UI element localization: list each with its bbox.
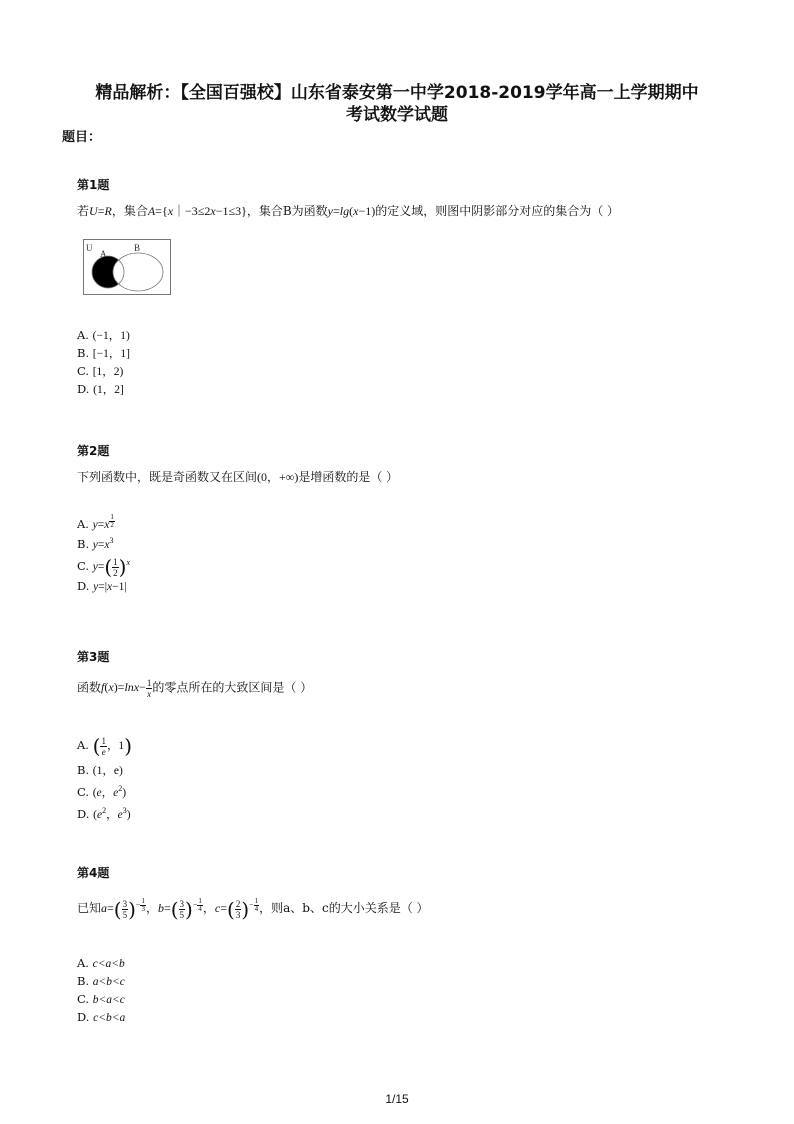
option-math: ($e^2$，$e^3$) <box>93 805 131 821</box>
venn-diagram <box>83 239 171 299</box>
option-b[interactable] <box>77 762 132 780</box>
question-3-label: 第3题 <box>77 650 110 664</box>
option-math: [1，2) <box>92 366 124 378</box>
math-u-eq-r: U <box>89 204 98 218</box>
option-letter: A. <box>77 738 89 753</box>
math-r: R <box>104 204 112 218</box>
option-letter: B. <box>77 974 90 988</box>
option-letter: A. <box>77 328 89 342</box>
option-c[interactable] <box>77 363 130 381</box>
option-c[interactable] <box>77 554 130 578</box>
option-math: (e，$e^2$) <box>92 784 127 799</box>
question-2-label: 第2题 <box>77 444 110 458</box>
stem-text: ，则a、b、c的大小关系是（ ） <box>259 901 429 915</box>
math-b-def: b=( $\frac{3}{5}$ )$^{- \frac{1}{4}}$ <box>157 896 202 922</box>
option-b[interactable] <box>77 345 130 363</box>
section-label: 题目： <box>62 130 102 145</box>
question-4-label: 第4题 <box>77 866 110 880</box>
option-d[interactable] <box>77 802 132 824</box>
stem-text: 的定义域，则图中阴影部分对应的集合为（ ） <box>375 204 620 218</box>
math-a-def: a=( $\frac{3}{5}$ )$^{- \frac{1}{3}}$ <box>101 896 145 922</box>
option-a[interactable] <box>77 512 130 532</box>
math-set-a: A <box>147 204 156 218</box>
option-math: [−1，1] <box>92 348 130 360</box>
option-math: $y=x^3$ <box>92 536 114 551</box>
math-c-def: c=( $\frac{2}{3}$ )$^{- \frac{1}{4}}$ <box>214 896 259 922</box>
option-d[interactable] <box>77 381 130 399</box>
option-letter: B. <box>77 536 90 551</box>
option-letter: C. <box>77 364 90 378</box>
option-math: (1，2] <box>93 384 124 396</box>
option-letter: B. <box>77 763 90 777</box>
stem-text: ，集合B为函数 <box>246 204 328 218</box>
option-math: c<a<b <box>92 958 125 970</box>
option-b[interactable] <box>77 973 125 991</box>
option-math: b<a<c <box>92 994 125 1006</box>
stem-text: 已知 <box>77 901 102 915</box>
option-a[interactable] <box>77 736 132 762</box>
option-math: y=|x−1| <box>93 580 127 593</box>
option-c[interactable] <box>77 991 125 1009</box>
stem-text: ，集合 <box>111 204 148 218</box>
option-letter: D. <box>77 806 90 821</box>
option-math: y=( $\frac{1}{2}$ )$^x$ <box>92 554 130 579</box>
math-set-a-def: ={x｜−3≤2x−1≤3} <box>155 204 247 218</box>
option-letter: D. <box>77 578 90 593</box>
stem-text: 函数 <box>77 680 102 695</box>
venn-svg <box>83 239 171 295</box>
option-math: (1，e) <box>92 765 123 777</box>
stem-text: 下列函数中，既是奇函数又在区间 <box>77 470 258 484</box>
option-d[interactable] <box>77 578 130 596</box>
question-1-label: 第1题 <box>77 178 110 192</box>
math-interval: (0，+∞) <box>257 470 299 484</box>
question-1-stem <box>77 203 619 219</box>
question-2-stem <box>77 469 398 485</box>
math-lg-func: y=lg(x−1) <box>327 204 376 218</box>
venn-label-u: U <box>86 243 93 253</box>
option-letter: B. <box>77 346 90 360</box>
option-c[interactable] <box>77 780 132 802</box>
math-op: = <box>97 204 105 218</box>
option-b[interactable] <box>77 532 130 554</box>
page-title <box>40 82 754 126</box>
option-math: a<b<c <box>92 976 125 988</box>
venn-label-b: B <box>134 243 141 253</box>
stem-text: 是增函数的是（ ） <box>298 470 399 484</box>
question-1-options <box>77 327 130 399</box>
page-number: 1/15 <box>385 1092 409 1106</box>
option-math: c<b<a <box>93 1012 126 1024</box>
option-letter: C. <box>77 784 90 799</box>
title-line-1: 精品解析：【全国百强校】山东省泰安第一中学2018-2019学年高一上学期期中 <box>95 83 699 103</box>
question-4-stem: 已知a=( $\frac{3}{5}$ )$^{- \frac{1}{3}}$ ，b=( $\frac{3}{5}$ )$^{- \frac{1}{4}}$ ，c=( $\frac{2}{3}$ )$^{- \frac{1}{4}}$ ，则a、b、c的大小关系是（ ） <box>77 896 429 922</box>
option-math: (−1，1) <box>92 330 130 342</box>
venn-label-a: A <box>100 249 107 259</box>
option-math: ( $\frac{1}{e}$ ，1) <box>92 734 132 758</box>
option-a[interactable] <box>77 955 125 973</box>
option-math: y=x $^{\frac{1}{2}}$ <box>92 512 114 531</box>
math-function: f(x)=lnx− $\frac{1}{x}$ <box>101 678 152 699</box>
option-a[interactable] <box>77 327 130 345</box>
title-line-2: 考试数学试题 <box>346 105 448 125</box>
option-letter: A. <box>77 956 89 970</box>
stem-text: 若 <box>77 204 90 218</box>
option-letter: C. <box>77 558 90 573</box>
option-letter: D. <box>77 382 90 396</box>
option-d[interactable] <box>77 1009 125 1027</box>
question-2-options <box>77 512 130 596</box>
question-3-stem <box>77 678 312 699</box>
stem-text: 的零点所在的大致区间是（ ） <box>152 680 313 695</box>
option-letter: D. <box>77 1010 90 1024</box>
option-letter: C. <box>77 992 90 1006</box>
question-4-options <box>77 955 125 1027</box>
question-3-options <box>77 736 132 824</box>
option-letter: A. <box>77 516 89 531</box>
